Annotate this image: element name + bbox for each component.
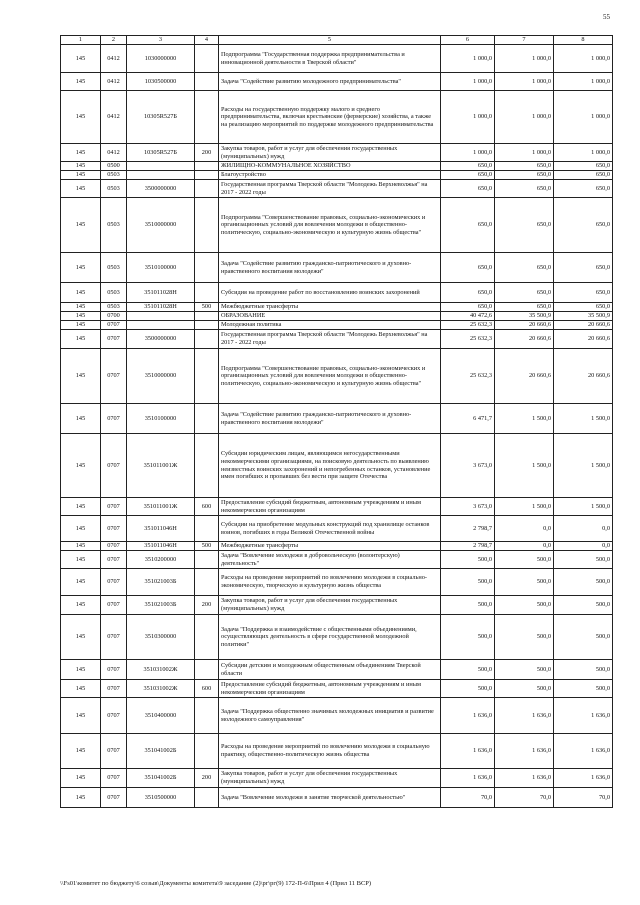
cell-amount-1: 25 632,3 bbox=[441, 330, 495, 349]
cell-amount-2: 650,0 bbox=[495, 283, 554, 303]
cell-amount-3: 650,0 bbox=[554, 253, 613, 283]
cell-description: Расходы на государственную поддержку малого и среднего предпринимательства, включая крестьянские (фермерские) хозяйства, а также на реализацию мероприятий по поддержке молодежного предпринимательства bbox=[219, 91, 441, 144]
cell-amount-3: 650,0 bbox=[554, 283, 613, 303]
cell-amount-1: 1 000,0 bbox=[441, 91, 495, 144]
cell-section: 0707 bbox=[101, 698, 127, 734]
cell-grbs: 145 bbox=[61, 542, 101, 551]
cell-section: 0503 bbox=[101, 198, 127, 253]
cell-target-article bbox=[127, 321, 195, 330]
cell-amount-2: 650,0 bbox=[495, 303, 554, 312]
cell-target-article: 10305R527Б bbox=[127, 91, 195, 144]
cell-target-article: 3510200000 bbox=[127, 551, 195, 569]
cell-amount-1: 1 000,0 bbox=[441, 45, 495, 73]
cell-target-article bbox=[127, 312, 195, 321]
cell-amount-3: 1 500,0 bbox=[554, 434, 613, 498]
cell-target-article: 3510300000 bbox=[127, 615, 195, 660]
cell-expense-type bbox=[195, 660, 219, 680]
cell-description: Субсидии на приобретение модульных конструкций под хранилище останков воинов, погибших в годы Великой Отечественной войны bbox=[219, 516, 441, 542]
cell-amount-1: 500,0 bbox=[441, 569, 495, 596]
cell-amount-3: 650,0 bbox=[554, 162, 613, 171]
table-row bbox=[61, 788, 613, 808]
cell-grbs: 145 bbox=[61, 312, 101, 321]
cell-target-article: 351011046Н bbox=[127, 516, 195, 542]
table-row bbox=[61, 91, 613, 144]
table-body bbox=[61, 45, 613, 808]
cell-description: Подпрограмма "Совершенствование правовых, социально-экономических и организационных условий для вовлечения молодежи в общественно-политическую, социально-экономическую и культурную жизнь общества" bbox=[219, 349, 441, 404]
cell-amount-3: 500,0 bbox=[554, 596, 613, 615]
cell-amount-2: 1 000,0 bbox=[495, 73, 554, 91]
cell-expense-type bbox=[195, 253, 219, 283]
cell-target-article: 3510000000 bbox=[127, 349, 195, 404]
cell-target-article: 3510100000 bbox=[127, 404, 195, 434]
cell-target-article: 1030500000 bbox=[127, 73, 195, 91]
cell-target-article: 351031002Ж bbox=[127, 680, 195, 698]
cell-target-article: 10305R527Б bbox=[127, 144, 195, 162]
cell-description: Предоставление субсидий бюджетным, автономным учреждениям и иным некоммерческим организациям bbox=[219, 680, 441, 698]
cell-expense-type bbox=[195, 321, 219, 330]
table-row bbox=[61, 321, 613, 330]
budget-table bbox=[60, 35, 613, 808]
cell-description: Задача "Поддержка общественно значимых молодежных инициатив и развитие молодежного самоуправления" bbox=[219, 698, 441, 734]
cell-expense-type bbox=[195, 349, 219, 404]
table-row bbox=[61, 349, 613, 404]
cell-section: 0707 bbox=[101, 680, 127, 698]
table-row bbox=[61, 569, 613, 596]
cell-section: 0707 bbox=[101, 330, 127, 349]
cell-amount-2: 1 636,0 bbox=[495, 769, 554, 788]
cell-amount-1: 2 798,7 bbox=[441, 542, 495, 551]
cell-expense-type bbox=[195, 312, 219, 321]
cell-section: 0707 bbox=[101, 498, 127, 516]
cell-amount-3: 20 660,6 bbox=[554, 349, 613, 404]
cell-description: Благоустройство bbox=[219, 171, 441, 180]
cell-description: Расходы на проведение мероприятий по вовлечению молодежи в социально-экономическую, творческую и культурную жизнь общества bbox=[219, 569, 441, 596]
cell-description: ЖИЛИЩНО-КОММУНАЛЬНОЕ ХОЗЯЙСТВО bbox=[219, 162, 441, 171]
cell-amount-1: 40 472,6 bbox=[441, 312, 495, 321]
cell-section: 0707 bbox=[101, 734, 127, 769]
col-header: 7 bbox=[495, 36, 554, 45]
cell-target-article: 351011046Н bbox=[127, 542, 195, 551]
cell-expense-type bbox=[195, 162, 219, 171]
cell-description: Подпрограмма "Государственная поддержка предпринимательства и инновационной деятельности в Тверской области" bbox=[219, 45, 441, 73]
cell-grbs: 145 bbox=[61, 615, 101, 660]
cell-amount-2: 1 636,0 bbox=[495, 734, 554, 769]
cell-amount-3: 1 636,0 bbox=[554, 769, 613, 788]
cell-target-article: 3510400000 bbox=[127, 698, 195, 734]
col-header: 2 bbox=[101, 36, 127, 45]
cell-amount-3: 1 000,0 bbox=[554, 144, 613, 162]
cell-amount-1: 3 673,0 bbox=[441, 498, 495, 516]
cell-grbs: 145 bbox=[61, 349, 101, 404]
cell-amount-3: 20 660,6 bbox=[554, 330, 613, 349]
cell-target-article: 3510500000 bbox=[127, 788, 195, 808]
cell-description: Субсидии юридическим лицам, являющимся негосударственными некоммерческими организациями, на поисковую деятельность по выявлению неизвестных воинских захоронений и непогребенных останков, установление имен погибших и пропавших без вести при защите Отечества bbox=[219, 434, 441, 498]
cell-amount-2: 650,0 bbox=[495, 162, 554, 171]
table-row bbox=[61, 283, 613, 303]
cell-amount-2: 650,0 bbox=[495, 171, 554, 180]
cell-description: Подпрограмма "Совершенствование правовых, социально-экономических и организационных условий для вовлечения молодежи в общественно-политическую, социально-экономическую и культурную жизнь общества" bbox=[219, 198, 441, 253]
cell-description: Молодежная политика bbox=[219, 321, 441, 330]
cell-amount-1: 3 673,0 bbox=[441, 434, 495, 498]
cell-grbs: 145 bbox=[61, 303, 101, 312]
cell-amount-2: 0,0 bbox=[495, 542, 554, 551]
table-row bbox=[61, 660, 613, 680]
table-row bbox=[61, 551, 613, 569]
table-row bbox=[61, 312, 613, 321]
cell-amount-1: 650,0 bbox=[441, 180, 495, 198]
cell-amount-2: 20 660,6 bbox=[495, 349, 554, 404]
cell-expense-type: 600 bbox=[195, 680, 219, 698]
cell-description: Задача "Поддержка и взаимодействие с общественными объединениями, осуществляющих деятельность в сфере государственной молодежной политики" bbox=[219, 615, 441, 660]
cell-amount-2: 1 500,0 bbox=[495, 498, 554, 516]
cell-amount-3: 1 000,0 bbox=[554, 73, 613, 91]
cell-amount-2: 70,0 bbox=[495, 788, 554, 808]
cell-target-article: 3500000000 bbox=[127, 180, 195, 198]
table-row bbox=[61, 404, 613, 434]
cell-target-article bbox=[127, 162, 195, 171]
cell-section: 0707 bbox=[101, 516, 127, 542]
cell-amount-2: 1 000,0 bbox=[495, 45, 554, 73]
cell-expense-type bbox=[195, 73, 219, 91]
table-row bbox=[61, 253, 613, 283]
cell-description: Задача "Содействие развитию гражданско-патриотического и духовно-нравственного воспитания молодежи" bbox=[219, 404, 441, 434]
cell-amount-2: 20 660,6 bbox=[495, 321, 554, 330]
cell-description: Закупка товаров, работ и услуг для обеспечения государственных (муниципальных) нужд bbox=[219, 769, 441, 788]
col-header: 8 bbox=[554, 36, 613, 45]
cell-expense-type bbox=[195, 45, 219, 73]
cell-amount-3: 0,0 bbox=[554, 542, 613, 551]
cell-expense-type bbox=[195, 283, 219, 303]
cell-section: 0707 bbox=[101, 349, 127, 404]
cell-target-article: 351041002Б bbox=[127, 734, 195, 769]
footer-path: \\Fs01\комитет по бюджету\6 созыв\Документы комитета\9 заседание (2)\рг\рг(9) 172-П-6\Прил 4 (Прил 11 ВСР) bbox=[60, 880, 372, 887]
header-row bbox=[61, 36, 613, 45]
cell-description: ОБРАЗОВАНИЕ bbox=[219, 312, 441, 321]
cell-amount-2: 1 000,0 bbox=[495, 91, 554, 144]
col-header: 6 bbox=[441, 36, 495, 45]
cell-amount-2: 500,0 bbox=[495, 680, 554, 698]
cell-target-article: 351021003Б bbox=[127, 569, 195, 596]
cell-description: Расходы на проведение мероприятий по вовлечению молодежи в социальную практику, общественно-политическую жизнь общества bbox=[219, 734, 441, 769]
cell-expense-type: 600 bbox=[195, 498, 219, 516]
col-header: 5 bbox=[219, 36, 441, 45]
cell-expense-type bbox=[195, 698, 219, 734]
table-row bbox=[61, 680, 613, 698]
cell-grbs: 145 bbox=[61, 162, 101, 171]
cell-section: 0503 bbox=[101, 283, 127, 303]
cell-section: 0707 bbox=[101, 596, 127, 615]
cell-amount-2: 500,0 bbox=[495, 615, 554, 660]
cell-grbs: 145 bbox=[61, 698, 101, 734]
cell-expense-type bbox=[195, 180, 219, 198]
page-number: 55 bbox=[603, 13, 610, 21]
cell-expense-type bbox=[195, 734, 219, 769]
cell-amount-3: 1 636,0 bbox=[554, 698, 613, 734]
cell-amount-1: 500,0 bbox=[441, 596, 495, 615]
cell-section: 0707 bbox=[101, 615, 127, 660]
col-header: 3 bbox=[127, 36, 195, 45]
cell-description: Закупка товаров, работ и услуг для обеспечения государственных (муниципальных) нужд bbox=[219, 596, 441, 615]
cell-expense-type bbox=[195, 198, 219, 253]
cell-grbs: 145 bbox=[61, 569, 101, 596]
cell-description: Межбюджетные трансферты bbox=[219, 303, 441, 312]
cell-amount-3: 20 660,6 bbox=[554, 321, 613, 330]
cell-section: 0412 bbox=[101, 45, 127, 73]
cell-grbs: 145 bbox=[61, 596, 101, 615]
cell-expense-type bbox=[195, 569, 219, 596]
cell-amount-2: 1 500,0 bbox=[495, 434, 554, 498]
cell-amount-3: 1 000,0 bbox=[554, 45, 613, 73]
cell-amount-1: 1 636,0 bbox=[441, 769, 495, 788]
table-row bbox=[61, 198, 613, 253]
cell-section: 0412 bbox=[101, 73, 127, 91]
cell-grbs: 145 bbox=[61, 144, 101, 162]
cell-expense-type: 500 bbox=[195, 303, 219, 312]
cell-description: Закупка товаров, работ и услуг для обеспечения государственных (муниципальных) нужд bbox=[219, 144, 441, 162]
cell-amount-2: 650,0 bbox=[495, 198, 554, 253]
table-row bbox=[61, 516, 613, 542]
cell-description: Субсидии детским и молодежным общественным объединениям Тверской области bbox=[219, 660, 441, 680]
cell-grbs: 145 bbox=[61, 321, 101, 330]
table-row bbox=[61, 734, 613, 769]
cell-target-article: 3510100000 bbox=[127, 253, 195, 283]
cell-expense-type: 200 bbox=[195, 769, 219, 788]
cell-section: 0500 bbox=[101, 162, 127, 171]
table-row bbox=[61, 596, 613, 615]
cell-amount-3: 500,0 bbox=[554, 551, 613, 569]
cell-amount-3: 0,0 bbox=[554, 516, 613, 542]
col-header: 4 bbox=[195, 36, 219, 45]
cell-amount-3: 500,0 bbox=[554, 569, 613, 596]
cell-expense-type bbox=[195, 404, 219, 434]
cell-amount-2: 1 636,0 bbox=[495, 698, 554, 734]
cell-amount-2: 500,0 bbox=[495, 569, 554, 596]
cell-section: 0707 bbox=[101, 769, 127, 788]
cell-target-article: 3500000000 bbox=[127, 330, 195, 349]
table-row bbox=[61, 542, 613, 551]
cell-amount-3: 1 000,0 bbox=[554, 91, 613, 144]
cell-amount-2: 20 660,6 bbox=[495, 330, 554, 349]
cell-section: 0503 bbox=[101, 253, 127, 283]
cell-description: Задача "Содействие развитию гражданско-патриотического и духовно- нравственного воспитания молодежи" bbox=[219, 253, 441, 283]
cell-target-article: 1030000000 bbox=[127, 45, 195, 73]
cell-amount-1: 2 798,7 bbox=[441, 516, 495, 542]
cell-amount-1: 1 636,0 bbox=[441, 698, 495, 734]
cell-grbs: 145 bbox=[61, 253, 101, 283]
table-row bbox=[61, 45, 613, 73]
cell-section: 0503 bbox=[101, 180, 127, 198]
cell-expense-type bbox=[195, 91, 219, 144]
cell-amount-2: 650,0 bbox=[495, 180, 554, 198]
cell-amount-1: 25 632,3 bbox=[441, 349, 495, 404]
cell-description: Задача "Вовлечение молодежи в добровольческую (волонтерскую) деятельность" bbox=[219, 551, 441, 569]
cell-amount-2: 500,0 bbox=[495, 551, 554, 569]
cell-expense-type: 200 bbox=[195, 144, 219, 162]
cell-target-article: 351031002Ж bbox=[127, 660, 195, 680]
cell-amount-3: 650,0 bbox=[554, 198, 613, 253]
cell-expense-type bbox=[195, 434, 219, 498]
cell-amount-2: 1 000,0 bbox=[495, 144, 554, 162]
cell-description: Государственная программа Тверской области "Молодежь Верхневолжья" на 2017 - 2022 годы bbox=[219, 330, 441, 349]
cell-target-article: 351011028Н bbox=[127, 283, 195, 303]
cell-amount-1: 1 636,0 bbox=[441, 734, 495, 769]
cell-grbs: 145 bbox=[61, 680, 101, 698]
table-row bbox=[61, 498, 613, 516]
cell-grbs: 145 bbox=[61, 404, 101, 434]
cell-target-article: 3510000000 bbox=[127, 198, 195, 253]
cell-amount-1: 25 632,3 bbox=[441, 321, 495, 330]
cell-amount-1: 650,0 bbox=[441, 303, 495, 312]
cell-section: 0707 bbox=[101, 660, 127, 680]
cell-target-article: 351041002Б bbox=[127, 769, 195, 788]
cell-amount-2: 650,0 bbox=[495, 253, 554, 283]
cell-section: 0707 bbox=[101, 434, 127, 498]
table-row bbox=[61, 171, 613, 180]
cell-expense-type: 200 bbox=[195, 596, 219, 615]
col-header: 1 bbox=[61, 36, 101, 45]
cell-expense-type bbox=[195, 330, 219, 349]
cell-description: Задача "Содействие развитию молодежного предпринимательства" bbox=[219, 73, 441, 91]
cell-amount-3: 500,0 bbox=[554, 615, 613, 660]
cell-amount-2: 0,0 bbox=[495, 516, 554, 542]
cell-amount-3: 650,0 bbox=[554, 180, 613, 198]
cell-expense-type bbox=[195, 615, 219, 660]
table-row bbox=[61, 73, 613, 91]
cell-grbs: 145 bbox=[61, 734, 101, 769]
cell-expense-type: 500 bbox=[195, 542, 219, 551]
cell-amount-1: 500,0 bbox=[441, 551, 495, 569]
cell-target-article bbox=[127, 171, 195, 180]
cell-target-article: 351011028Н bbox=[127, 303, 195, 312]
cell-amount-2: 35 500,9 bbox=[495, 312, 554, 321]
cell-target-article: 351021003Б bbox=[127, 596, 195, 615]
cell-section: 0700 bbox=[101, 312, 127, 321]
cell-amount-1: 500,0 bbox=[441, 615, 495, 660]
cell-amount-3: 500,0 bbox=[554, 680, 613, 698]
cell-grbs: 145 bbox=[61, 769, 101, 788]
cell-grbs: 145 bbox=[61, 45, 101, 73]
cell-section: 0503 bbox=[101, 303, 127, 312]
cell-expense-type bbox=[195, 788, 219, 808]
table-row bbox=[61, 180, 613, 198]
cell-grbs: 145 bbox=[61, 434, 101, 498]
cell-section: 0707 bbox=[101, 569, 127, 596]
cell-amount-3: 1 500,0 bbox=[554, 498, 613, 516]
cell-description: Задача "Вовлечение молодежи в занятие творческой деятельностью" bbox=[219, 788, 441, 808]
cell-section: 0707 bbox=[101, 551, 127, 569]
cell-description: Межбюджетные трансферты bbox=[219, 542, 441, 551]
cell-grbs: 145 bbox=[61, 91, 101, 144]
cell-section: 0707 bbox=[101, 788, 127, 808]
cell-grbs: 145 bbox=[61, 788, 101, 808]
cell-amount-3: 70,0 bbox=[554, 788, 613, 808]
cell-grbs: 145 bbox=[61, 171, 101, 180]
cell-amount-1: 500,0 bbox=[441, 680, 495, 698]
cell-amount-2: 500,0 bbox=[495, 660, 554, 680]
cell-description: Предоставление субсидий бюджетным, автономным учреждениям и иным некоммерческим организациям bbox=[219, 498, 441, 516]
cell-grbs: 145 bbox=[61, 498, 101, 516]
table-row bbox=[61, 303, 613, 312]
cell-amount-1: 650,0 bbox=[441, 162, 495, 171]
cell-grbs: 145 bbox=[61, 283, 101, 303]
table-row bbox=[61, 330, 613, 349]
cell-grbs: 145 bbox=[61, 660, 101, 680]
cell-target-article: 351011001Ж bbox=[127, 434, 195, 498]
cell-target-article: 351011001Ж bbox=[127, 498, 195, 516]
cell-amount-3: 650,0 bbox=[554, 171, 613, 180]
cell-description: Государственная программа Тверской области "Молодежь Верхневолжья" на 2017 - 2022 годы bbox=[219, 180, 441, 198]
cell-amount-3: 1 636,0 bbox=[554, 734, 613, 769]
table-row bbox=[61, 434, 613, 498]
cell-expense-type bbox=[195, 516, 219, 542]
cell-grbs: 145 bbox=[61, 198, 101, 253]
cell-grbs: 145 bbox=[61, 330, 101, 349]
cell-amount-1: 650,0 bbox=[441, 283, 495, 303]
cell-amount-1: 70,0 bbox=[441, 788, 495, 808]
cell-section: 0707 bbox=[101, 542, 127, 551]
cell-grbs: 145 bbox=[61, 551, 101, 569]
cell-amount-2: 500,0 bbox=[495, 596, 554, 615]
cell-amount-3: 1 500,0 bbox=[554, 404, 613, 434]
cell-amount-1: 500,0 bbox=[441, 660, 495, 680]
cell-amount-1: 650,0 bbox=[441, 198, 495, 253]
cell-amount-3: 500,0 bbox=[554, 660, 613, 680]
cell-grbs: 145 bbox=[61, 516, 101, 542]
cell-amount-3: 35 500,9 bbox=[554, 312, 613, 321]
cell-amount-1: 1 000,0 bbox=[441, 73, 495, 91]
cell-expense-type bbox=[195, 551, 219, 569]
cell-section: 0707 bbox=[101, 404, 127, 434]
cell-expense-type bbox=[195, 171, 219, 180]
cell-amount-1: 650,0 bbox=[441, 171, 495, 180]
cell-amount-3: 650,0 bbox=[554, 303, 613, 312]
cell-amount-1: 650,0 bbox=[441, 253, 495, 283]
cell-amount-2: 1 500,0 bbox=[495, 404, 554, 434]
cell-section: 0503 bbox=[101, 171, 127, 180]
table-row bbox=[61, 698, 613, 734]
cell-description: Субсидия на проведение работ по восстановлению воинских захоронений bbox=[219, 283, 441, 303]
cell-grbs: 145 bbox=[61, 180, 101, 198]
table-row bbox=[61, 769, 613, 788]
cell-amount-1: 1 000,0 bbox=[441, 144, 495, 162]
cell-amount-1: 6 471,7 bbox=[441, 404, 495, 434]
table-row bbox=[61, 162, 613, 171]
cell-section: 0412 bbox=[101, 91, 127, 144]
table-row bbox=[61, 615, 613, 660]
cell-section: 0707 bbox=[101, 321, 127, 330]
table-row bbox=[61, 144, 613, 162]
cell-section: 0412 bbox=[101, 144, 127, 162]
cell-grbs: 145 bbox=[61, 73, 101, 91]
